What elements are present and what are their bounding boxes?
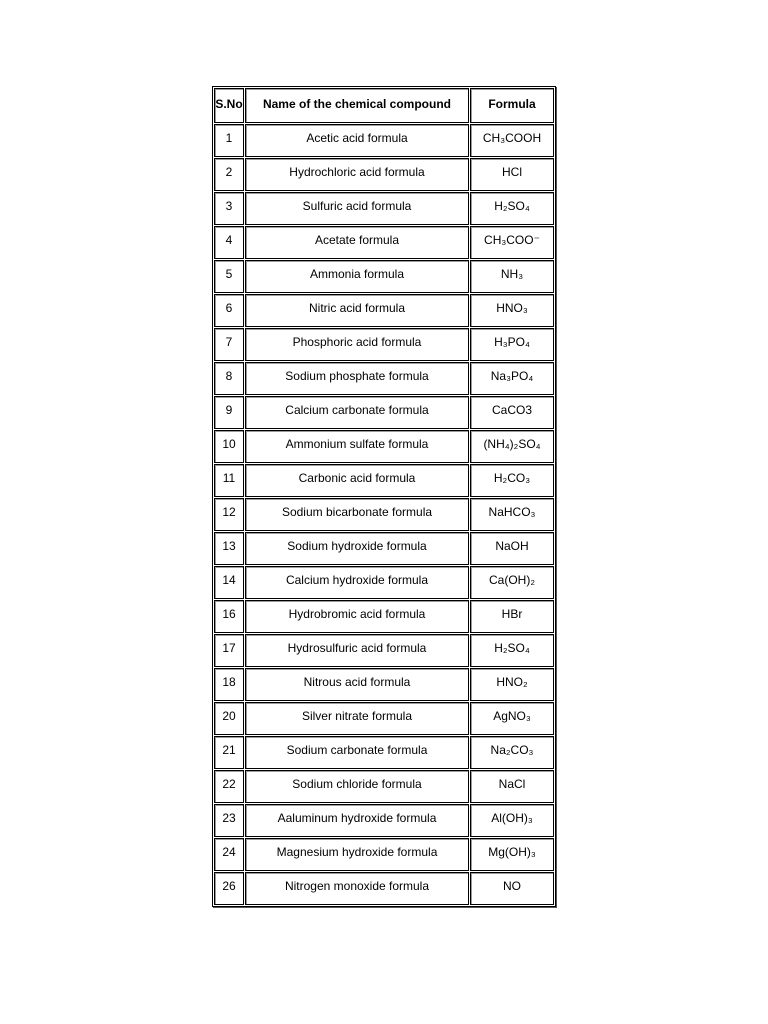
cell-formula: CH₃COOH [470, 124, 554, 157]
cell-formula: Al(OH)₃ [470, 804, 554, 837]
cell-formula: H₂SO₄ [470, 192, 554, 225]
table-row [214, 770, 554, 803]
cell-name: Acetic acid formula [245, 124, 469, 157]
table-row [214, 158, 554, 191]
cell-sno: 23 [214, 804, 244, 837]
cell-sno: 16 [214, 600, 244, 633]
cell-formula: Na₃PO₄ [470, 362, 554, 395]
cell-name: Sodium hydroxide formula [245, 532, 469, 565]
table-row [214, 226, 554, 259]
cell-formula: AgNO₃ [470, 702, 554, 735]
cell-formula: NO [470, 872, 554, 905]
cell-formula: Na₂CO₃ [470, 736, 554, 769]
table-row [214, 532, 554, 565]
table-row [214, 498, 554, 531]
table-row [214, 804, 554, 837]
cell-name: Calcium carbonate formula [245, 396, 469, 429]
table-row [214, 430, 554, 463]
table-row [214, 566, 554, 599]
cell-sno: 10 [214, 430, 244, 463]
cell-sno: 24 [214, 838, 244, 871]
header-name: Name of the chemical compound [245, 88, 469, 123]
table-row [214, 124, 554, 157]
cell-name: Sodium phosphate formula [245, 362, 469, 395]
cell-formula: HNO₃ [470, 294, 554, 327]
table-row [214, 872, 554, 905]
cell-formula: Mg(OH)₃ [470, 838, 554, 871]
table-row [214, 362, 554, 395]
cell-sno: 5 [214, 260, 244, 293]
cell-name: Hydrobromic acid formula [245, 600, 469, 633]
cell-sno: 17 [214, 634, 244, 667]
table-row [214, 668, 554, 701]
table-row [214, 328, 554, 361]
cell-sno: 14 [214, 566, 244, 599]
cell-name: Calcium hydroxide formula [245, 566, 469, 599]
cell-name: Aaluminum hydroxide formula [245, 804, 469, 837]
cell-sno: 12 [214, 498, 244, 531]
cell-formula: CH₃COO⁻ [470, 226, 554, 259]
chemical-compound-table [212, 86, 556, 907]
cell-sno: 18 [214, 668, 244, 701]
cell-sno: 2 [214, 158, 244, 191]
table-header [214, 88, 554, 123]
cell-name: Acetate formula [245, 226, 469, 259]
cell-sno: 4 [214, 226, 244, 259]
table-body [214, 124, 554, 905]
header-sno: S.No [214, 88, 244, 123]
cell-formula: NaOH [470, 532, 554, 565]
cell-name: Hydrochloric acid formula [245, 158, 469, 191]
cell-name: Ammonium sulfate formula [245, 430, 469, 463]
cell-name: Magnesium hydroxide formula [245, 838, 469, 871]
cell-sno: 13 [214, 532, 244, 565]
cell-formula: CaCO3 [470, 396, 554, 429]
table-row [214, 464, 554, 497]
cell-formula: H₂CO₃ [470, 464, 554, 497]
cell-name: Phosphoric acid formula [245, 328, 469, 361]
cell-name: Carbonic acid formula [245, 464, 469, 497]
cell-formula: NH₃ [470, 260, 554, 293]
cell-formula: H₂SO₄ [470, 634, 554, 667]
cell-name: Nitrogen monoxide formula [245, 872, 469, 905]
cell-sno: 22 [214, 770, 244, 803]
table-row [214, 294, 554, 327]
header-row [214, 88, 554, 123]
cell-sno: 3 [214, 192, 244, 225]
cell-name: Sodium bicarbonate formula [245, 498, 469, 531]
cell-name: Ammonia formula [245, 260, 469, 293]
cell-formula: NaCl [470, 770, 554, 803]
table-row [214, 736, 554, 769]
cell-sno: 26 [214, 872, 244, 905]
cell-formula: H₃PO₄ [470, 328, 554, 361]
cell-formula: NaHCO₃ [470, 498, 554, 531]
cell-formula: HBr [470, 600, 554, 633]
cell-name: Sodium carbonate formula [245, 736, 469, 769]
cell-sno: 21 [214, 736, 244, 769]
table-row [214, 838, 554, 871]
cell-sno: 9 [214, 396, 244, 429]
cell-name: Nitric acid formula [245, 294, 469, 327]
table-row [214, 634, 554, 667]
cell-sno: 11 [214, 464, 244, 497]
cell-name: Silver nitrate formula [245, 702, 469, 735]
cell-sno: 1 [214, 124, 244, 157]
cell-sno: 8 [214, 362, 244, 395]
table-row [214, 702, 554, 735]
cell-formula: (NH₄)₂SO₄ [470, 430, 554, 463]
cell-name: Sulfuric acid formula [245, 192, 469, 225]
cell-sno: 20 [214, 702, 244, 735]
table-row [214, 396, 554, 429]
table-row [214, 260, 554, 293]
cell-formula: HCl [470, 158, 554, 191]
table-row [214, 600, 554, 633]
cell-name: Hydrosulfuric acid formula [245, 634, 469, 667]
header-formula: Formula [470, 88, 554, 123]
cell-formula: HNO₂ [470, 668, 554, 701]
cell-name: Nitrous acid formula [245, 668, 469, 701]
cell-name: Sodium chloride formula [245, 770, 469, 803]
cell-sno: 7 [214, 328, 244, 361]
table-row [214, 192, 554, 225]
cell-formula: Ca(OH)₂ [470, 566, 554, 599]
cell-sno: 6 [214, 294, 244, 327]
